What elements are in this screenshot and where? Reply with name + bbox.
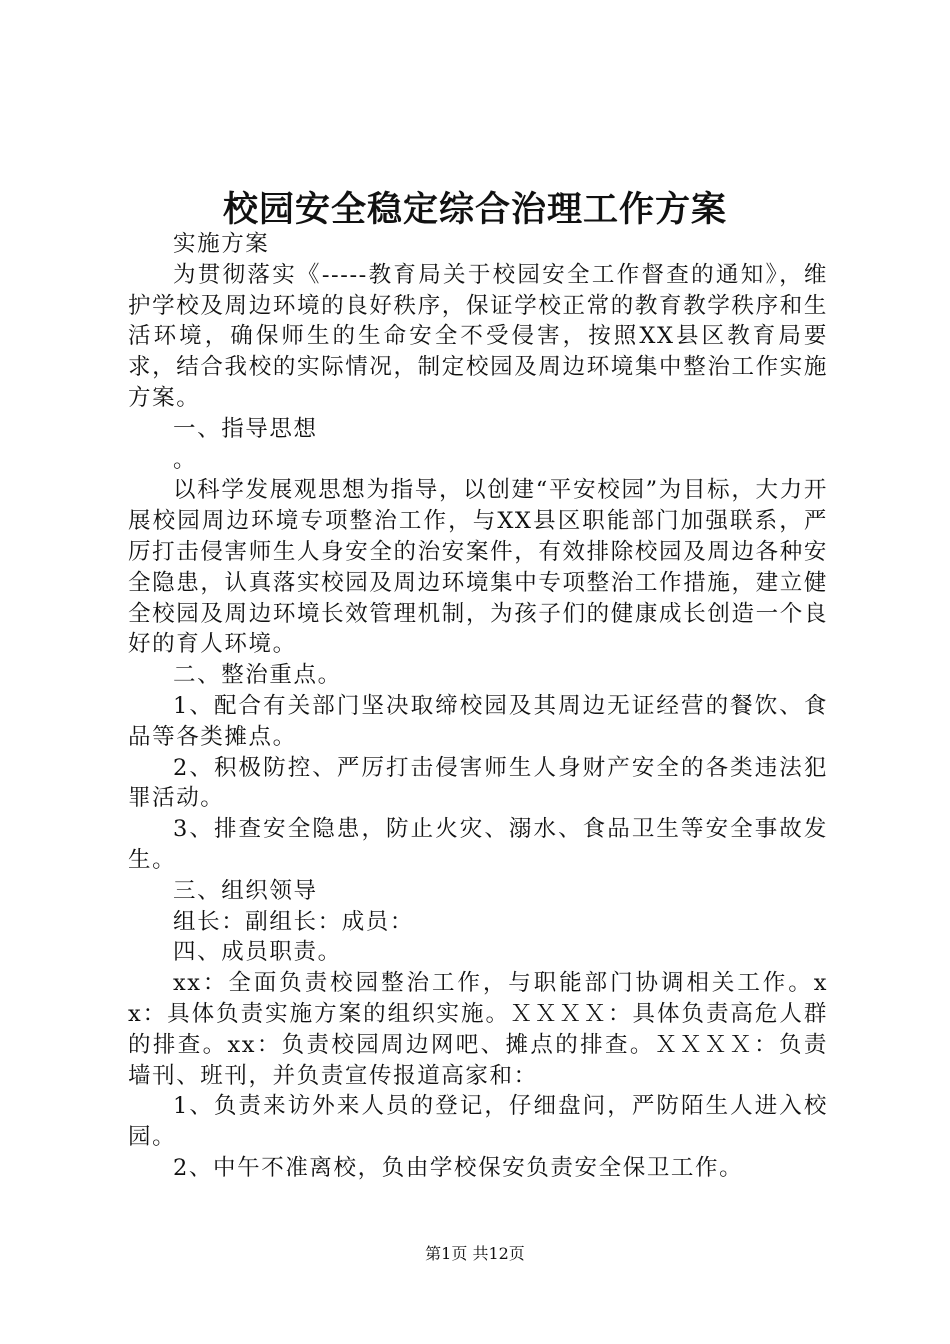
paragraph-member-duties: xx：全面负责校园整治工作，与职能部门协调相关工作。xx：具体负责实施方案的组织实施。ＸＸＸＸ：具体负责高危人群的排查。xx：负责校园周边网吧、摊点的排查。ＸＸＸＸ：负责墙刊、班刊，并负责宣传报道高家和： [128,970,828,1089]
page-footer: 第1页 共12页 [425,1244,525,1263]
list-item-duty-1: 1、负责来访外来人员的登记，仔细盘问，严防陌生人进入校园。 [128,1093,828,1151]
heading-organization: 三、组织领导 [173,877,318,904]
paragraph-team-roles: 组长：副组长：成员： [173,908,415,935]
paragraph-intro: 为贯彻落实《-----教育局关于校园安全工作督查的通知》，维护学校及周边环境的良好秩序，保证学校正常的教育教学秩序和生活环境，确保师生的生命安全不受侵害，按照XX县区教育局要求，结合我校的实际情况，制定校园及周边环境集中整治工作实施方案。 [128,261,828,411]
list-item-key-point-1: 1、配合有关部门坚决取缔校园及其周边无证经营的餐饮、食品等各类摊点。 [128,692,828,750]
paragraph-guiding-ideology: 以科学发展观思想为指导，以创建“平安校园”为目标，大力开展校园周边环境专项整治工作，与XX县区职能部门加强联系，严厉打击侵害师生人身安全的治安案件，有效排除校园及周边各种安全隐患，认真落实校园及周边环境集中专项整治工作措施，建立健全校园及周边环境长效管理机制，为孩子们的健康成长创造一个良好的育人环境。 [128,477,828,658]
heading-key-points: 二、整治重点。 [173,662,342,689]
list-item-key-point-2: 2、积极防控、严厉打击侵害师生人身财产安全的各类违法犯罪活动。 [128,754,828,812]
paragraph-period: 。 [173,446,198,473]
list-item-key-point-3: 3、排查安全隐患，防止火灾、溺水、食品卫生等安全事故发生。 [128,816,828,873]
paragraph-implementation-plan: 实施方案 [173,231,270,257]
document-body [128,229,828,1184]
list-item-duty-2: 2、中午不准离校，负由学校保安负责安全保卫工作。 [173,1154,744,1181]
document-title: 校园安全稳定综合治理工作方案 [222,189,727,230]
heading-member-duties: 四、成员职责。 [173,939,342,966]
heading-guiding-ideology: 一、指导思想 [173,415,318,442]
